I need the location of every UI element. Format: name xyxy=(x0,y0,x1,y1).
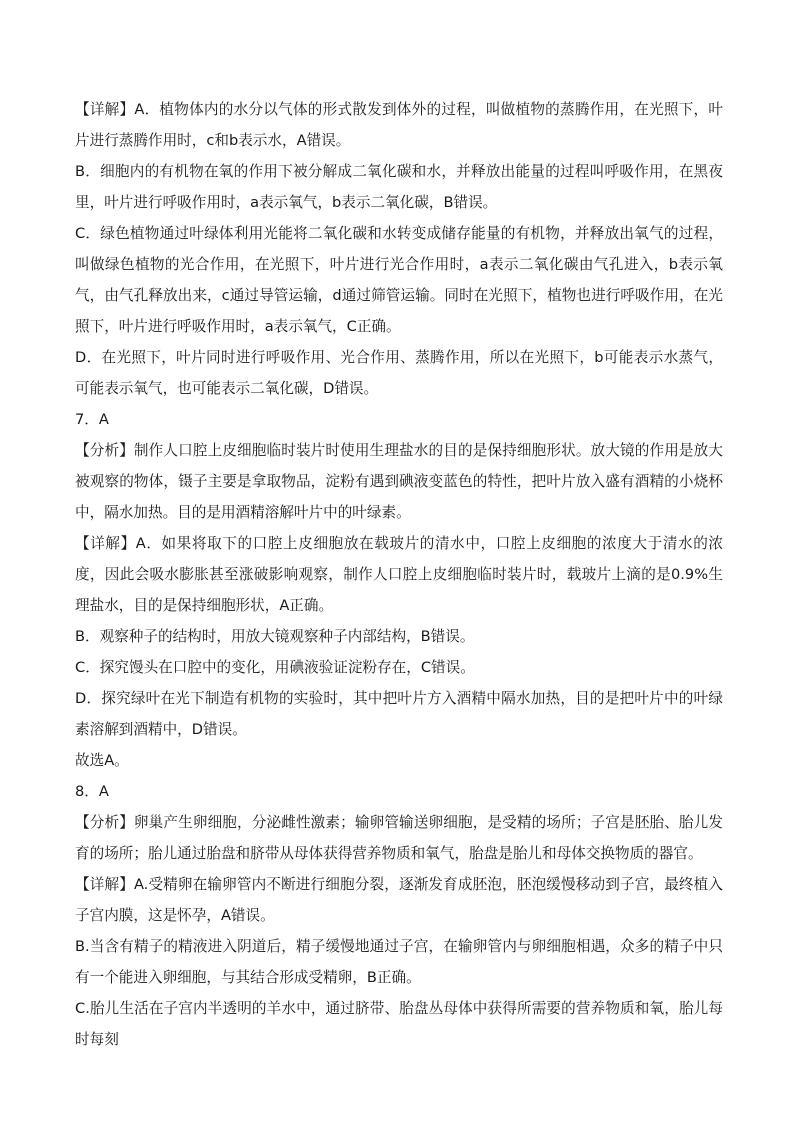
answer-8: 8．A xyxy=(75,783,109,800)
paragraph-detail-a: 【详解】A．植物体内的水分以气体的形式散发到体外的过程，叫做植物的蒸腾作用，在光照下，叶片进行蒸腾作用时，c和b表示水，A错误。 xyxy=(75,101,723,149)
paragraph-detail-8c: C.胎儿生活在子宫内半透明的羊水中，通过脐带、胎盘丛母体中获得所需要的营养物质和氧，胎儿每时每刻 xyxy=(75,1000,723,1048)
paragraph-detail-c: C．绿色植物通过叶绿体利用光能将二氧化碳和水转变成储存能量的有机物，并释放出氧气的过程，叫做绿色植物的光合作用，在光照下，叶片进行光合作用时，a表示二氧化碳由气孔进入，b表示氧气，由气孔释放出来，c通过导管运输，d通过筛管运输。同时在光照下，植物也进行呼吸作用，在光照下，叶片进行呼吸作用时，a表示氧气，C正确。 xyxy=(75,225,723,335)
paragraph-conclusion-7: 故选A。 xyxy=(75,752,129,769)
paragraph-detail-7c: C．探究馒头在口腔中的变化，用碘液验证淀粉存在，C错误。 xyxy=(75,659,475,676)
paragraph-detail-7a: 【详解】A．如果将取下的口腔上皮细胞放在载玻片的清水中，口腔上皮细胞的浓度大于清水的浓度，因此会吸水膨胀甚至涨破影响观察，制作人口腔上皮细胞临时装片时，载玻片上滴的是0.9%生理盐水，目的是保持细胞形状，A正确。 xyxy=(75,535,723,614)
paragraph-detail-8b: B.当含有精子的精液进入阴道后，精子缓慢地通过子宫，在输卵管内与卵细胞相遇，众多的精子中只有一个能进入卵细胞，与其结合形成受精卵，B正确。 xyxy=(75,938,723,986)
answer-7: 7．A xyxy=(75,411,109,428)
paragraph-analysis-7: 【分析】制作人口腔上皮细胞临时装片时使用生理盐水的目的是保持细胞形状。放大镜的作用是放大被观察的物体，镊子主要是拿取物品，淀粉有遇到碘液变蓝色的特性，把叶片放入盛有酒精的小烧杯中，隔水加热。目的是用酒精溶解叶片中的叶绿素。 xyxy=(75,442,723,521)
paragraph-detail-b: B．细胞内的有机物在氧的作用下被分解成二氧化碳和水，并释放出能量的过程叫呼吸作用，在黑夜里，叶片进行呼吸作用时，a表示氧气，b表示二氧化碳，B错误。 xyxy=(75,163,723,211)
paragraph-analysis-8: 【分析】卵巢产生卵细胞，分泌雌性激素；输卵管输送卵细胞，是受精的场所；子宫是胚胎、胎儿发育的场所；胎儿通过胎盘和脐带从母体获得营养物质和氧气，胎盘是胎儿和母体交换物质的器官。 xyxy=(75,814,723,862)
paragraph-detail-8a: 【详解】A.受精卵在输卵管内不断进行细胞分裂，逐渐发育成胚泡，胚泡缓慢移动到子宫，最终植入子宫内膜，这是怀孕，A错误。 xyxy=(75,876,723,924)
paragraph-detail-7b: B．观察种子的结构时，用放大镜观察种子内部结构，B错误。 xyxy=(75,628,475,645)
document-page xyxy=(75,94,723,1055)
paragraph-detail-d: D．在光照下，叶片同时进行呼吸作用、光合作用、蒸腾作用，所以在光照下，b可能表示水蒸气，可能表示氧气，也可能表示二氧化碳，D错误。 xyxy=(75,349,723,397)
paragraph-detail-7d: D．探究绿叶在光下制造有机物的实验时，其中把叶片方入酒精中隔水加热，目的是把叶片中的叶绿素溶解到酒精中，D错误。 xyxy=(75,690,723,738)
